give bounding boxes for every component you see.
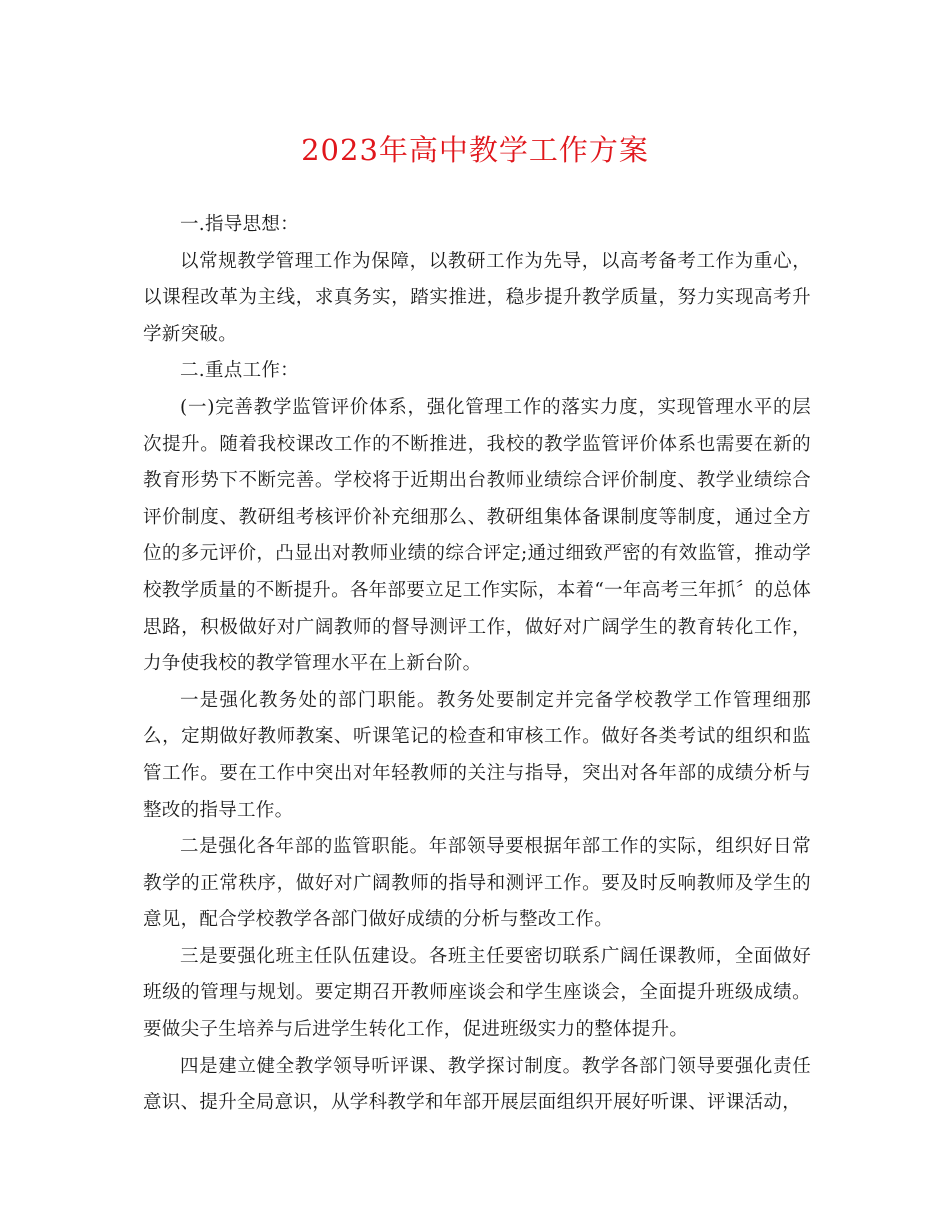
section-heading-key-work: 二.重点工作： [180, 360, 299, 382]
document-body [143, 207, 811, 1122]
paragraph: 三是要强化班主任队伍建设。各班主任要密切联系广阔任课教师，全面做好班级的管理与规划。要定期召开教师座谈会和学生座谈会，全面提升班级成绩。要做尖子生培养与后进学生转化工作，促进班级实力的整体提升。 [143, 945, 811, 1041]
paragraph: 以常规教学管理工作为保障，以教研工作为先导，以高考备考工作为重心，以课程改革为主线，求真务实，踏实推进，稳步提升教学质量，努力实现高考升学新突破。 [143, 250, 811, 345]
document-title: 2023年高中教学工作方案 [301, 133, 649, 167]
section-heading-guiding-thought: 一.指导思想： [180, 214, 299, 235]
paragraph: 四是建立健全教学领导听评课、教学探讨制度。教学各部门领导要强化责任意识、提升全局意识，从学科教学和年部开展层面组织开展好听课、评课活动， [143, 1055, 811, 1114]
paragraph: 一是强化教务处的部门职能。教务处要制定并完备学校教学工作管理细那么，定期做好教师教案、听课笔记的检查和审核工作。做好各类考试的组织和监管工作。要在工作中突出对年轻教师的关注与指导，突出对各年部的成绩分析与整改的指导工作。 [143, 689, 811, 821]
paragraph: (一)完善教学监管评价体系，强化管理工作的落实力度，实现管理水平的层次提升。随着我校课改工作的不断推进，我校的教学监管评价体系也需要在新的教育形势下不断完善。学校将于近期出台教师业绩综合评价制度、教学业绩综合评价制度、教研组考核评价补充细那么、教研组集体备课制度等制度，通过全方位的多元评价，凸显出对教师业绩的综合评定;通过细致严密的有效监管，推动学校教学质量的不断提升。各年部要立足工作实际，本着“一年高考三年抓〞的总体思路，积极做好对广阔教师的督导测评工作，做好对广阔学生的教育转化工作，力争使我校的教学管理水平在上新台阶。 [143, 396, 811, 675]
paragraph: 二是强化各年部的监管职能。年部领导要根据年部工作的实际，组织好日常教学的正常秩序，做好对广阔教师的指导和测评工作。要及时反响教师及学生的意见，配合学校教学各部门做好成绩的分析与整改工作。 [143, 836, 811, 931]
